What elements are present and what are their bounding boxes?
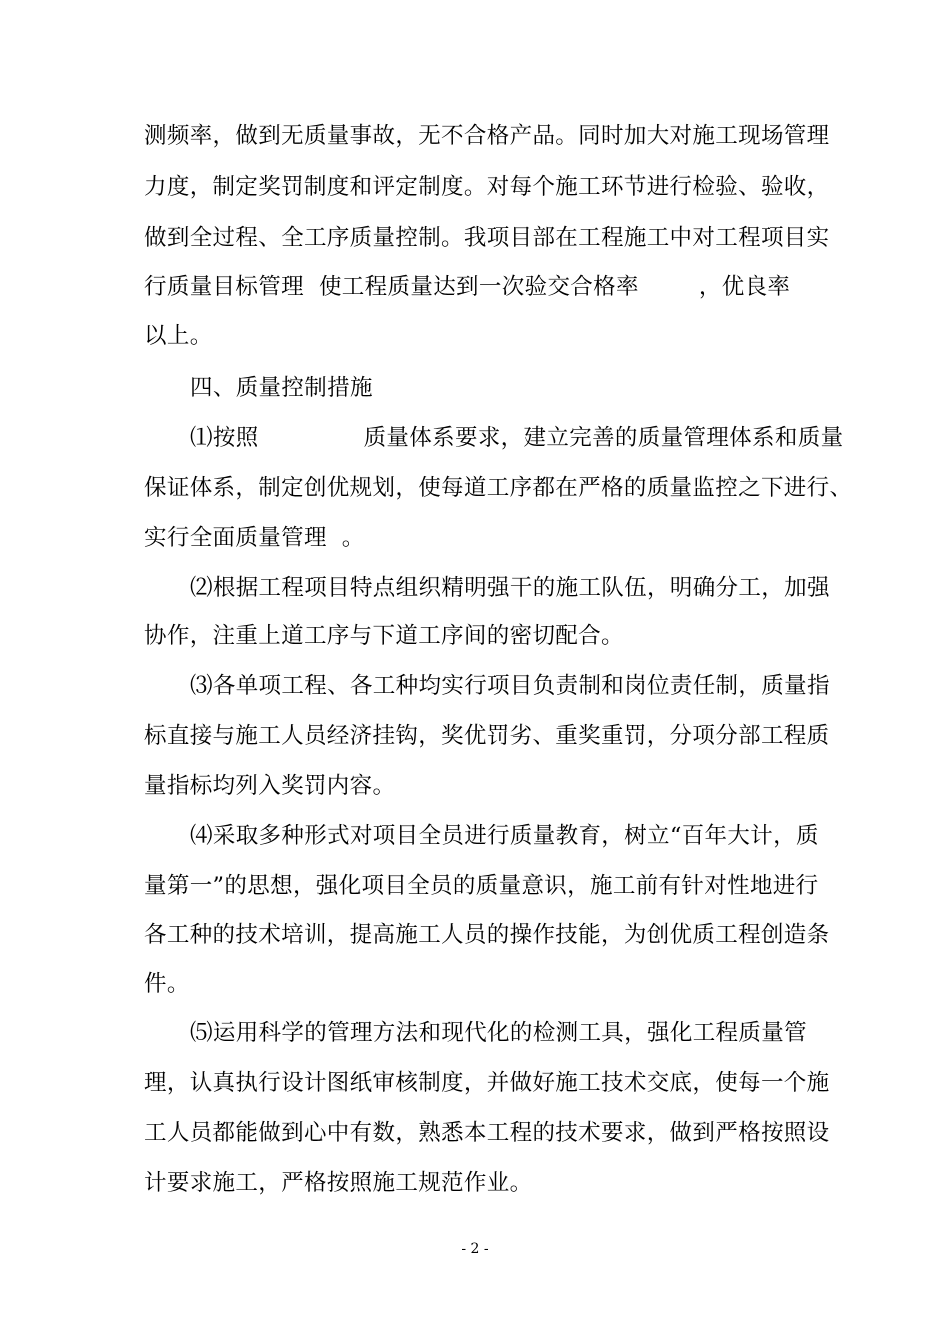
text-line: 以上。 (144, 323, 213, 349)
text-line: 做到全过程、全工序质量控制。我项目部在工程施工中对工程项目实 (144, 225, 830, 251)
text-line: 力度，制定奖罚制度和评定制度。对每个施工环节进行检验、验收， (144, 174, 830, 200)
text-line: 测频率，做到无质量事故，无不合格产品。同时加大对施工现场管理 (144, 123, 830, 149)
list-item-2-line: ⑵根据工程项目特点组织精明强干的施工队伍，明确分工，加强 (190, 575, 830, 601)
list-item-1-line: 实行全面质量管理 。 (144, 525, 365, 551)
list-item-1-line: ⑴按照 质量体系要求，建立完善的质量管理体系和质量 (190, 425, 844, 451)
list-item-2-line: 协作，注重上道工序与下道工序间的密切配合。 (144, 623, 624, 649)
text-line: 行质量目标管理 使工程质量达到一次验交合格率 ，优良率 (144, 274, 791, 300)
list-item-1-line: 保证体系，制定创优规划，使每道工序都在严格的质量监控之下进行、 (144, 475, 853, 501)
list-item-3-line: ⑶各单项工程、各工种均实行项目负责制和岗位责任制，质量指 (190, 673, 830, 699)
list-item-5-line: ⑸运用科学的管理方法和现代化的检测工具，强化工程质量管 (190, 1020, 807, 1046)
list-item-5-line: 工人员都能做到心中有数，熟悉本工程的技术要求，做到严格按照设 (144, 1120, 830, 1146)
list-item-4-line: 量第一”的思想，强化项目全员的质量意识，施工前有针对性地进行 (144, 873, 819, 899)
list-item-4-line: ⑷采取多种形式对项目全员进行质量教育，树立“百年大计，质 (190, 823, 819, 849)
list-item-5-line: 理，认真执行设计图纸审核制度，并做好施工技术交底，使每一个施 (144, 1070, 830, 1096)
page-number: - 2 - (461, 1241, 489, 1257)
list-item-4-line: 各工种的技术培训，提高施工人员的操作技能，为创优质工程创造条 (144, 922, 830, 948)
list-item-3-line: 标直接与施工人员经济挂钩，奖优罚劣、重奖重罚，分项分部工程质 (144, 723, 830, 749)
list-item-3-line: 量指标均列入奖罚内容。 (144, 773, 396, 799)
list-item-4-line: 件。 (144, 971, 190, 997)
section-heading: 四、质量控制措施 (190, 375, 373, 401)
list-item-5-line: 计要求施工，严格按照施工规范作业。 (144, 1170, 533, 1196)
